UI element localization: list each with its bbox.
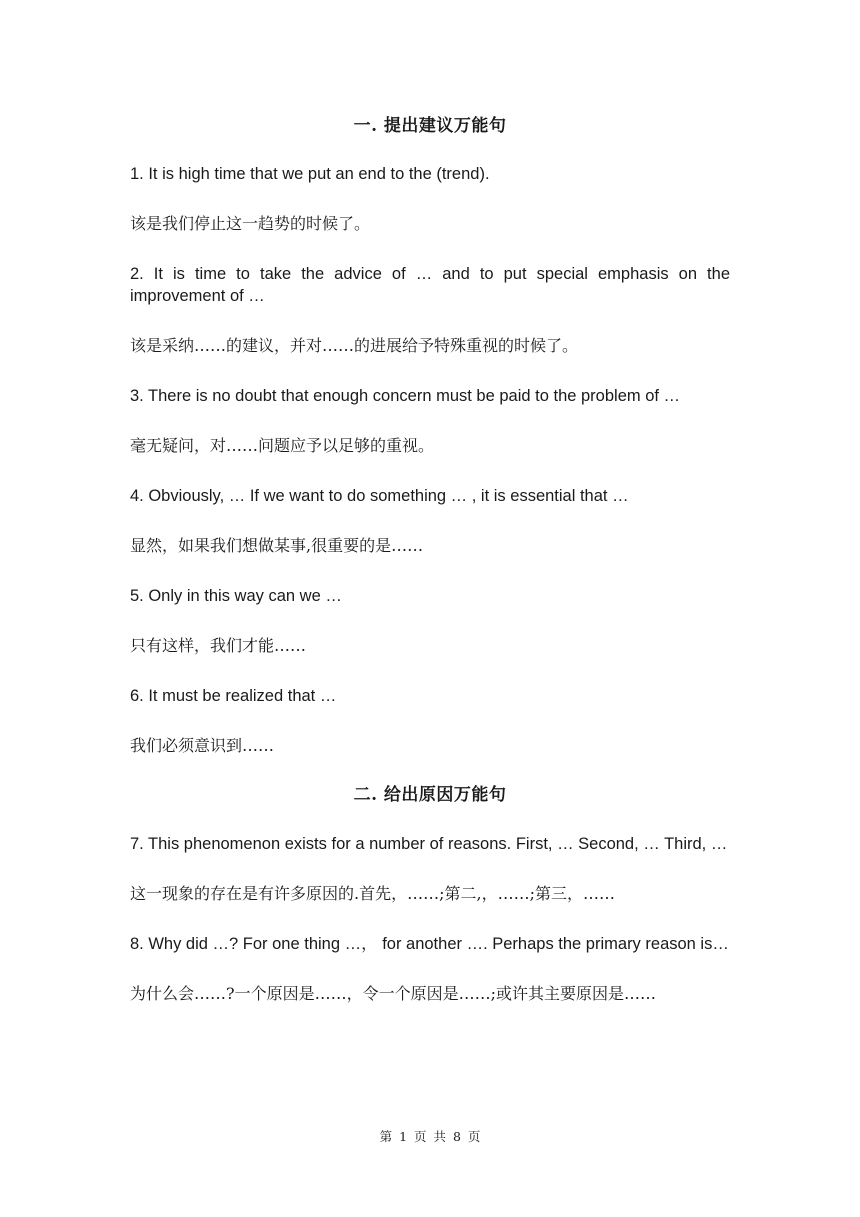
sentence-4-zh: 显然，如果我们想做某事,很重要的是……	[130, 536, 424, 555]
sentence-8-zh: 为什么会……?一个原因是……，令一个原因是……;或许其主要原因是……	[130, 984, 656, 1003]
sentence-7-zh: 这一现象的存在是有许多原因的.首先，……;第二,，……;第三，……	[130, 884, 615, 903]
sentence-4-en: 4. Obviously, … If we want to do something … , it is essential that …	[130, 487, 629, 505]
page-footer: 第 1 页 共 8 页	[379, 1129, 481, 1144]
sentence-8-en: 8. Why did …? For one thing …， for another …. Perhaps the primary reason is…	[130, 935, 729, 953]
sentence-6-en: 6. It must be realized that …	[130, 687, 337, 705]
sentence-3-zh: 毫无疑问，对……问题应予以足够的重视。	[130, 436, 435, 455]
section-heading-suggestions: 一. 提出建议万能句	[353, 116, 507, 136]
sentence-2-en: 2. It is time to take the advice of … and to put special emphasis on the improvement of …	[130, 265, 730, 305]
page-content	[130, 114, 730, 1005]
sentence-6-zh: 我们必须意识到……	[130, 736, 275, 755]
sentence-1-zh: 该是我们停止这一趋势的时候了。	[130, 214, 371, 233]
sentence-2-zh: 该是采纳……的建议，并对……的进展给予特殊重视的时候了。	[130, 336, 579, 355]
sentence-7-en: 7. This phenomenon exists for a number of reasons. First, … Second, … Third, …	[130, 835, 728, 853]
sentence-3-en: 3. There is no doubt that enough concern must be paid to the problem of …	[130, 387, 681, 405]
section-heading-reasons: 二. 给出原因万能句	[353, 785, 507, 805]
sentence-5-en: 5. Only in this way can we …	[130, 587, 342, 605]
sentence-1-en: 1. It is high time that we put an end to the (trend).	[130, 165, 490, 183]
sentence-5-zh: 只有这样，我们才能……	[130, 636, 307, 655]
